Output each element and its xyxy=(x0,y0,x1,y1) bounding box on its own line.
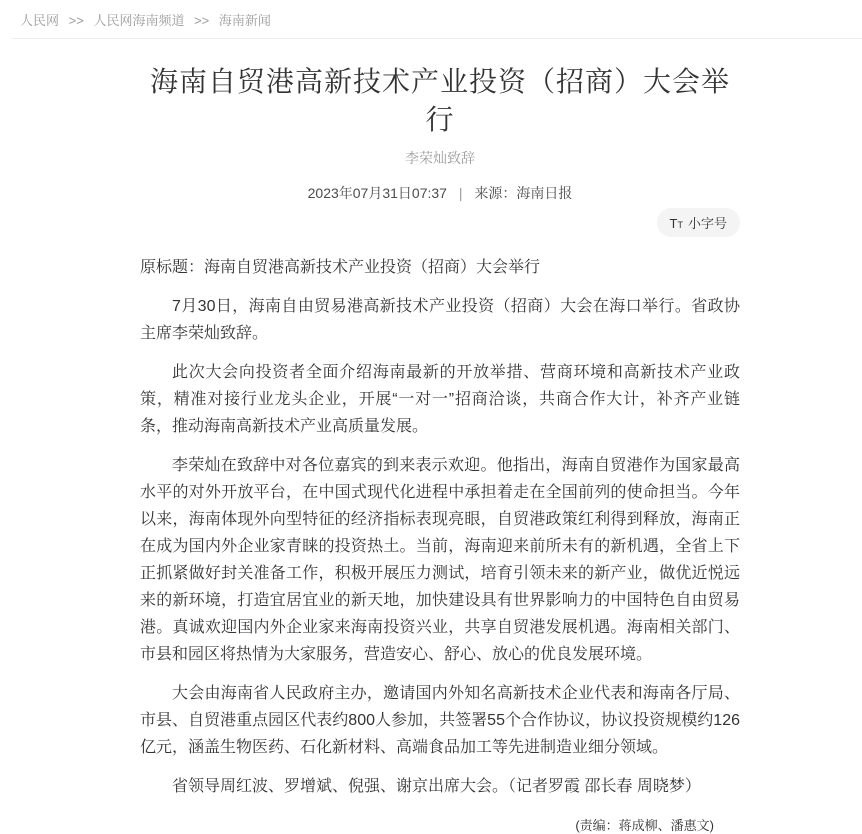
breadcrumb-separator: >> xyxy=(194,13,210,28)
editors-note: (责编：蒋成柳、潘惠文) xyxy=(575,818,714,833)
article-toolbar xyxy=(140,208,740,237)
article-title: 海南自贸港高新技术产业投资（招商）大会举行 xyxy=(149,66,730,135)
breadcrumb-link-hainan-news[interactable]: 海南新闻 xyxy=(218,13,271,28)
article-paragraph: 此次大会向投资者全面介绍海南最新的开放举措、营商环境和高新技术产业政策，精准对接行业龙头企业，开展“一对一”招商洽谈，共商合作大计，补齐产业链条，推动海南高新技术产业高质量发展。 xyxy=(140,364,740,435)
font-size-icon: TT xyxy=(669,216,683,231)
meta-separator: | xyxy=(458,185,463,201)
article xyxy=(140,63,740,834)
article-paragraph: 省领导周红波、罗增斌、倪强、谢京出席大会。（记者罗霞 邵长春 周晓梦） xyxy=(172,778,701,795)
breadcrumb-separator: >> xyxy=(68,13,84,28)
breadcrumb-link-peoples-daily[interactable]: 人民网 xyxy=(20,13,60,28)
article-subtitle: 李荣灿致辞 xyxy=(405,150,475,166)
original-title-line: 原标题：海南自贸港高新技术产业投资（招商）大会举行 xyxy=(140,259,541,276)
font-size-label: 小字号 xyxy=(687,216,727,231)
article-meta xyxy=(140,183,740,203)
breadcrumb xyxy=(0,0,862,38)
publish-time: 2023年07月31日07:37 xyxy=(307,185,447,201)
article-paragraph: 7月30日，海南自由贸易港高新技术产业投资（招商）大会在海口举行。省政协主席李荣灿致辞。 xyxy=(140,298,740,342)
breadcrumb-link-hainan-channel[interactable]: 人民网海南频道 xyxy=(93,13,185,28)
article-source: 来源：海南日报 xyxy=(474,185,573,201)
font-size-button[interactable] xyxy=(657,208,740,237)
article-body xyxy=(140,293,740,800)
article-paragraph: 大会由海南省人民政府主办，邀请国内外知名高新技术企业代表和海南各厅局、市县、自贸港重点园区代表约800人参加，共签署55个合作协议，协议投资规模约126亿元，涵盖生物医药、石化新材料、高端食品加工等先进制造业细分领域。 xyxy=(140,685,740,756)
article-paragraph: 李荣灿在致辞中对各位嘉宾的到来表示欢迎。他指出，海南自贸港作为国家最高水平的对外开放平台，在中国式现代化进程中承担着走在全国前列的使命担当。今年以来，海南体现外向型特征的经济指标表现亮眼，自贸港政策红利得到释放，海南正在成为国内外企业家青睐的投资热土。当前，海南迎来前所未有的新机遇，全省上下正抓紧做好封关准备工作，积极开展压力测试，培育引领未来的新产业，做优近悦远来的新环境，打造宜居宜业的新天地，加快建设具有世界影响力的中国特色自由贸易港。真诚欢迎国内外企业家来海南投资兴业，共享自贸港发展机遇。海南相关部门、市县和园区将热情为大家服务，营造安心、舒心、放心的优良发展环境。 xyxy=(140,457,740,663)
header-divider xyxy=(12,38,862,39)
